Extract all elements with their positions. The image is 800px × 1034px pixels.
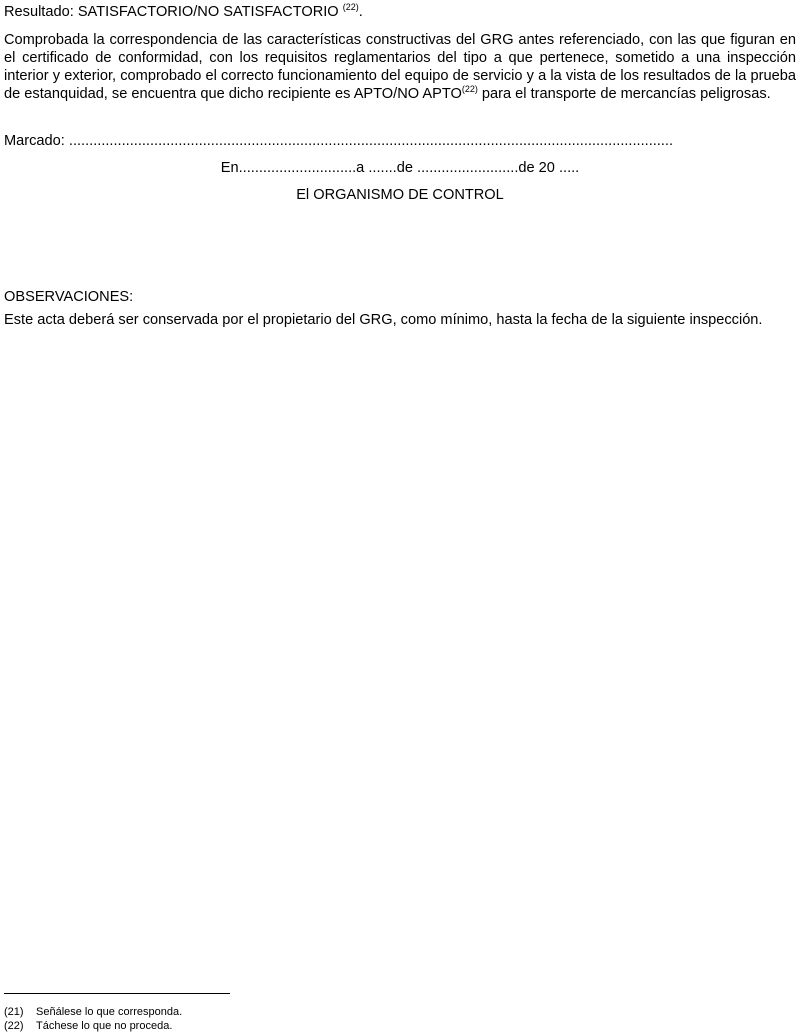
footnote-ref: (22): [461, 84, 478, 94]
document-page: [4, 0, 796, 1034]
footnote-divider: [4, 993, 230, 994]
observaciones-text: Este acta deberá ser conservada por el propietario del GRG, como mínimo, hasta la fecha de la siguiente inspección.: [4, 312, 763, 328]
footnote-text: Táchese lo que no proceda.: [36, 1020, 173, 1032]
inspection-paragraph-text: Comprobada la correspondencia de las características constructivas del GRG antes referenciado, con las que figuran en el certificado de conformidad, con los requisitos reglamentarios del tipo a que pertenece, sometido a una inspección interior y exterior, comprobado el correcto funcionamiento del equipo de servicio y a la vista de los resultados de la prueba de estanquidad, se encuentra que dicho recipiente es APTO/NO APTO: [4, 32, 796, 102]
footnote-22: [4, 1020, 172, 1033]
marcado-line: Marcado: .....................................................................................................................................................: [4, 133, 674, 149]
footnote-text: Señálese lo que corresponda.: [36, 1006, 183, 1018]
inspection-paragraph-tail: para el transporte de mercancías peligrosas.: [477, 86, 771, 102]
footnote-number: (21): [4, 1006, 24, 1018]
inspection-paragraph: [4, 31, 796, 103]
observaciones-heading: OBSERVACIONES:: [4, 289, 134, 305]
footnote-21: [4, 1006, 182, 1019]
resultado-line: [4, 3, 363, 21]
footnote-number: (22): [4, 1020, 24, 1032]
resultado-text: Resultado: SATISFACTORIO/NO SATISFACTORIO: [4, 4, 343, 20]
date-place-line: En.............................a .......de .........................de 20 .....: [220, 160, 580, 176]
control-body-signature: El ORGANISMO DE CONTROL: [296, 187, 504, 203]
resultado-period: .: [358, 4, 363, 20]
footnote-ref: (22): [342, 2, 359, 12]
